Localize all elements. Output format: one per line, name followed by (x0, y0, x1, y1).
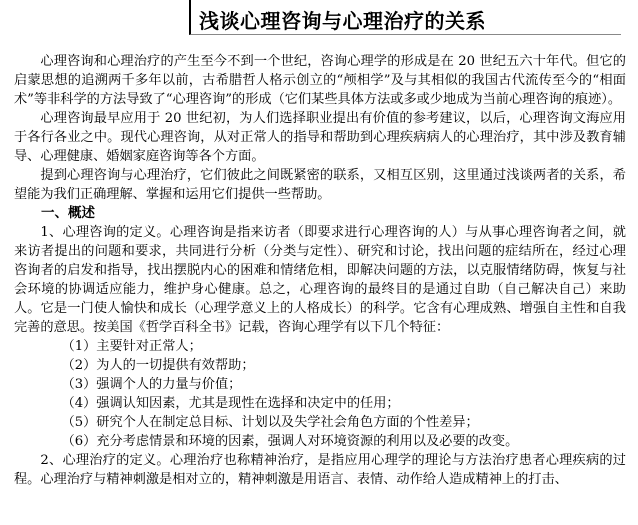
feature-item: （4）强调认知因素，尤其是现性在选择和决定中的任用； (61, 396, 400, 411)
feature-item: （1）主要针对正常人； (61, 339, 202, 354)
document-body (14, 52, 626, 489)
feature-item: （3）强调个人的力量与价值； (61, 377, 242, 392)
paragraph-therapy-definition: 2、心理治疗的定义。心理治疗也称精神治疗，是指应用心理学的理论与方法治疗患者心理疾病的过程。心理治疗与精神刺激是相对立的，精神刺激是用语言、表情、动作给人造成精神上的打击、 (14, 453, 626, 487)
section-heading-overview: 一、概述 (41, 205, 95, 221)
title-box (189, 0, 621, 35)
feature-item: （6）充分考虑情景和环境的因素，强调人对环境资源的利用以及必要的改变。 (61, 434, 519, 449)
paragraph-origin: 心理咨询和心理治疗的产生至今不到一个世纪，咨询心理学的形成是在 20 世纪五六十年代。但它的启蒙思想的追溯两千多年以前，古希腊哲人格示创立的“颅相学”及与其相似的我国古代流传至今的“相面术”等非科学的方法导致了“心理咨询”的形成（它们某些具体方法或多或少地成为当前心理咨询的痕迹）。 (14, 54, 626, 107)
feature-item: （5）研究个人在制定总目标、计划以及失学社会角色方面的个性差异； (61, 415, 479, 430)
paragraph-purpose: 提到心理咨询与心理治疗，它们彼此之间既紧密的联系，又相互区别，这里通过浅谈两者的关系，希望能为我们正确理解、掌握和运用它们提供一些帮助。 (14, 168, 626, 202)
paragraph-counseling-definition: 1、心理咨询的定义。心理咨询是指来访者（即要求进行心理咨询的人）与从事心理咨询者之间，就来访者提出的问题和要求，共同进行分析（分类与定性）、研究和讨论，找出问题的症结所在，经过心理咨询者的启发和指导，找出摆脱内心的困难和情绪危相，即解决问题的方法，以克服情绪防碍，恢复与社会环境的协调适应能力，维护身心健康。总之，心理咨询的最终目的是通过自助（自己解决自己）来助人。它是一门使人愉快和成长（心理学意义上的人格成长）的科学。它含有心理成熟、增强自主性和自我完善的意思。按美国《哲学百科全书》记载，咨询心理学有以下几个特征： (14, 225, 626, 335)
paragraph-application: 心理咨询最早应用于 20 世纪初，为人们选择职业提出有价值的参考建议，以后，心理咨询文海应用于各行各业之中。现代心理咨询，从对正常人的指导和帮助到心理疾病病人的心理治疗，其中涉及教育辅导、心理健康、婚姻家庭咨询等各个方面。 (14, 111, 626, 164)
feature-item: （2）为人的一切提供有效帮助； (61, 358, 255, 373)
document-title: 浅谈心理咨询与心理治疗的关系 (199, 9, 486, 33)
